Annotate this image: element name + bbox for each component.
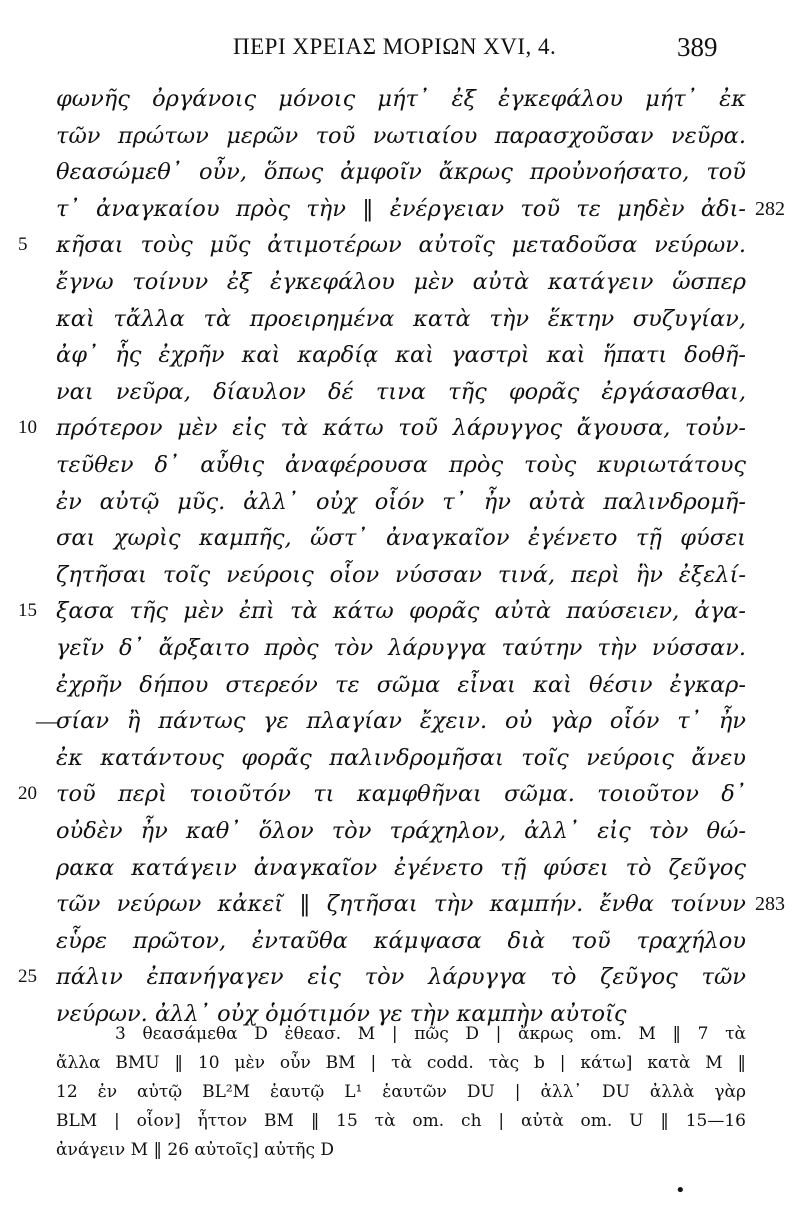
text-line: οὐδὲν ἦν καθ᾽ ὅλον τὸν τράχηλον, ἀλλ᾽ εἰς τὸν θώ- bbox=[56, 818, 746, 844]
text-line: ἐχρῆν δήπου στερεόν τε σῶμα εἶναι καὶ θέσιν ἐγκαρ- bbox=[56, 672, 746, 698]
apparatus-line: BLM | οἷον] ἧττον BM ‖ 15 τὰ om. ch | αὐτὰ om. U ‖ 15—16 bbox=[56, 1111, 746, 1131]
page-mark: • bbox=[675, 1180, 686, 1201]
line-number: 20 bbox=[18, 783, 37, 804]
text-line: θεασώμεθ᾽ οὖν, ὅπως ἀμφοῖν ἄκρως προὐνοήσατο, τοῦ bbox=[56, 159, 746, 185]
text-line: κῆσαι τοὺς μῦς ἀτιμοτέρων αὐτοῖς μεταδοῦσα νεύρων. bbox=[56, 232, 746, 258]
text-line: ἔγνω τοίνυν ἐξ ἐγκεφάλου μὲν αὐτὰ κατάγειν ὥσπερ bbox=[56, 269, 746, 295]
running-title: ΠΕΡΙ ΧΡΕΙΑΣ ΜΟΡΙΩΝ XVI, 4. bbox=[233, 34, 557, 59]
margin-reference: 283 bbox=[755, 893, 785, 915]
text-line: σίαν ἢ πάντως γε πλαγίαν ἔχειν. οὐ γὰρ οἷόν τ᾽ ἦν bbox=[56, 708, 746, 734]
text-line: τ᾽ ἀναγκαίου πρὸς τὴν ‖ ἐνέργειαν τοῦ τε μηδὲν ἀδι- bbox=[56, 196, 746, 222]
apparatus-line: 12 ἐν αὐτῷ BL²M ἑαυτῷ L¹ ἑαυτῶν DU | ἀλλ᾽ DU ἀλλὰ γὰρ bbox=[56, 1082, 746, 1102]
line-number: 25 bbox=[18, 966, 37, 987]
running-header bbox=[0, 34, 800, 70]
margin-reference: 282 bbox=[755, 198, 785, 220]
text-line: γεῖν δ᾽ ἄρξαιτο πρὸς τὸν λάρυγγα ταύτην τὴν νύσσαν. bbox=[56, 635, 746, 661]
apparatus-line: ἄλλα BMU ‖ 10 μὲν οὖν BM | τὰ codd. τὰς b | κάτω] κατὰ M ‖ bbox=[56, 1053, 746, 1073]
text-line: ἀφ᾽ ἧς ἐχρῆν καὶ καρδίᾳ καὶ γαστρὶ καὶ ἥπατι δοθῆ- bbox=[56, 342, 746, 368]
text-line: φωνῆς ὀργάνοις μόνοις μήτ᾽ ἐξ ἐγκεφάλου μήτ᾽ ἐκ bbox=[56, 86, 746, 112]
text-line: εὗρε πρῶτον, ἐνταῦθα κάμψασα διὰ τοῦ τραχήλου bbox=[56, 928, 746, 954]
apparatus-line: 3 θεασάμεθα D ἐθεασ. M | πῶς D | ἄκρως om. M ‖ 7 τὰ bbox=[115, 1024, 746, 1044]
text-line: πρότερον μὲν εἰς τὰ κάτω τοῦ λάρυγγος ἄγουσα, τοὐν- bbox=[56, 415, 746, 441]
text-line: ναι νεῦρα, δίαυλον δέ τινα τῆς φορᾶς ἐργάσασθαι, bbox=[56, 379, 746, 405]
line-number: 10 bbox=[18, 417, 37, 438]
text-line: ἐν αὐτῷ μῦς. ἀλλ᾽ οὐχ οἷόν τ᾽ ἦν αὐτὰ παλινδρομῆ- bbox=[56, 489, 746, 515]
text-line: ζητῆσαι τοῖς νεύροις οἷον νύσσαν τινά, περὶ ἣν ἐξελί- bbox=[56, 562, 746, 588]
margin-dash: — bbox=[36, 708, 58, 733]
text-line: τοῦ περὶ τοιοῦτόν τι καμφθῆναι σῶμα. τοιοῦτον δ᾽ bbox=[56, 781, 746, 807]
line-number: 15 bbox=[18, 600, 37, 621]
text-line: σαι χωρὶς καμπῆς, ὥστ᾽ ἀναγκαῖον ἐγένετο τῇ φύσει bbox=[56, 525, 746, 551]
apparatus-line: ἀνάγειν M ‖ 26 αὐτοῖς] αὐτῆς D bbox=[56, 1140, 335, 1160]
text-line: νεύρων. ἀλλ᾽ οὐχ ὁμότιμόν γε τὴν καμπὴν αὐτοῖς bbox=[56, 1001, 627, 1027]
text-line: ρακα κατάγειν ἀναγκαῖον ἐγένετο τῇ φύσει τὸ ζεῦγος bbox=[56, 855, 746, 881]
text-line: ξασα τῆς μὲν ἐπὶ τὰ κάτω φορᾶς αὐτὰ παύσειεν, ἀγα- bbox=[56, 598, 746, 624]
text-line: καὶ τἄλλα τὰ προειρημένα κατὰ τὴν ἕκτην συζυγίαν, bbox=[56, 306, 746, 332]
text-line: πάλιν ἐπανήγαγεν εἰς τὸν λάρυγγα τὸ ζεῦγος τῶν bbox=[56, 964, 746, 990]
text-line: τεῦθεν δ᾽ αὖθις ἀναφέρουσα πρὸς τοὺς κυριωτάτους bbox=[56, 452, 746, 478]
page-number: 389 bbox=[677, 32, 718, 62]
line-number: 5 bbox=[18, 234, 28, 255]
text-line: τῶν πρώτων μερῶν τοῦ νωτιαίου παρασχοῦσαν νεῦρα. bbox=[56, 123, 746, 149]
text-line: τῶν νεύρων κἀκεῖ ‖ ζητῆσαι τὴν καμπήν. ἔνθα τοίνυν bbox=[56, 891, 746, 917]
text-line: ἐκ κατάντους φορᾶς παλινδρομῆσαι τοῖς νεύροις ἄνευ bbox=[56, 745, 746, 771]
